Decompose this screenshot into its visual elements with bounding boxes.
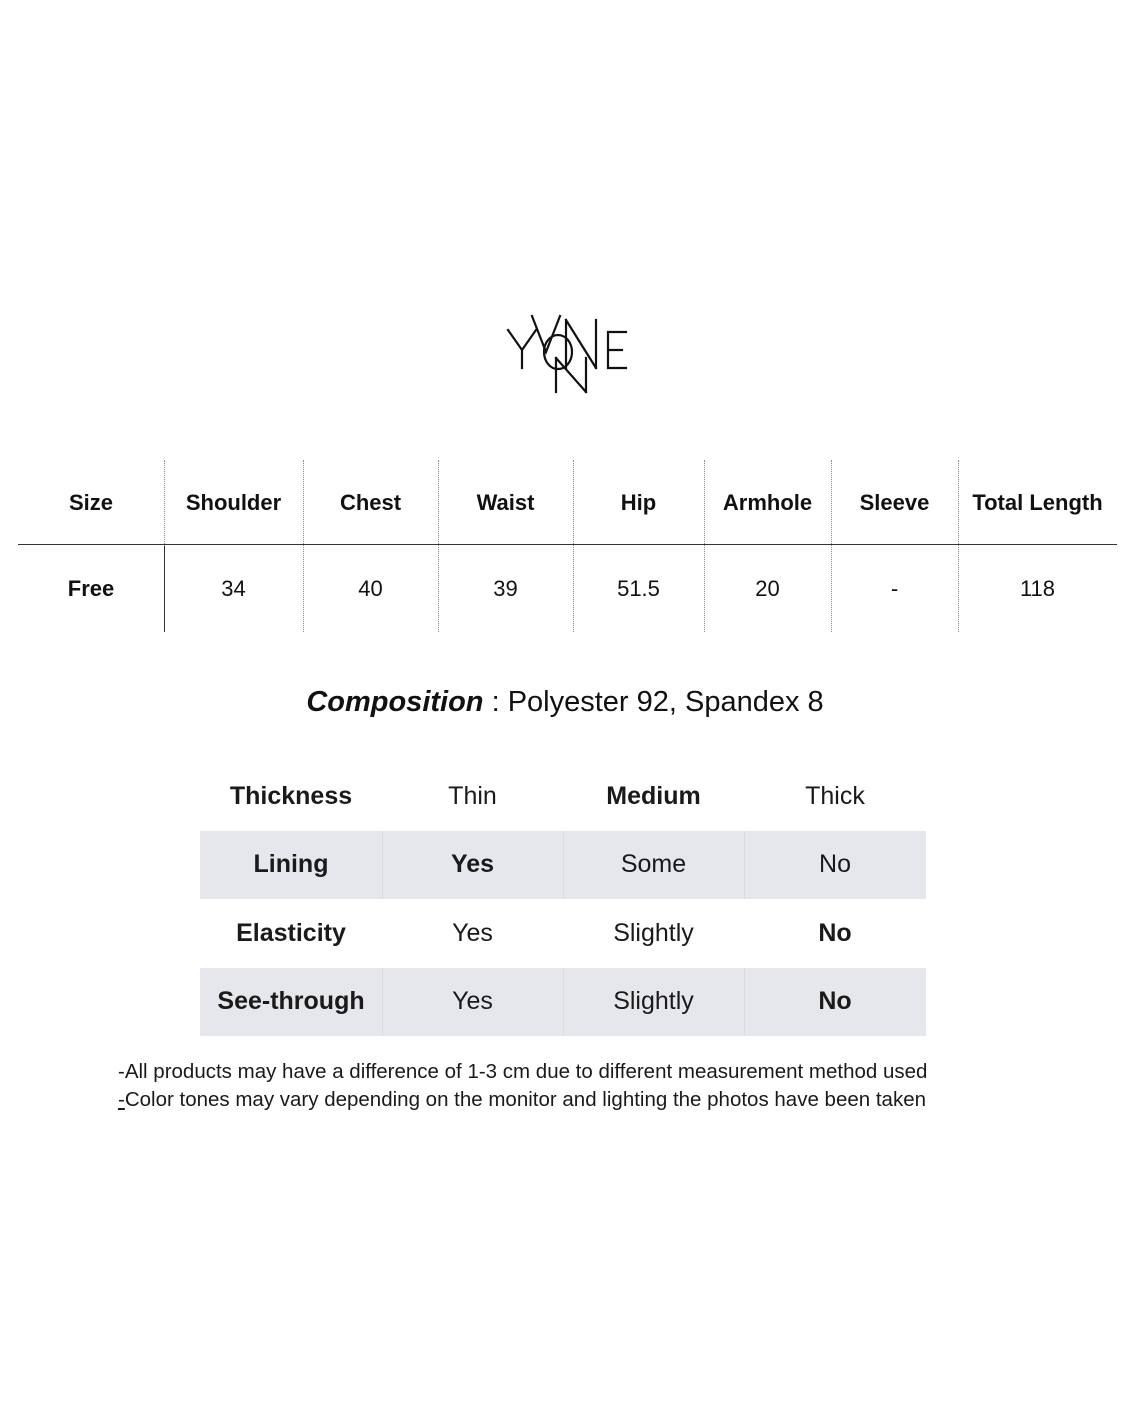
fabric-option: Yes: [452, 987, 493, 1016]
composition-value: Polyester 92, Spandex 8: [507, 686, 824, 718]
cell-total-length: 118: [1019, 576, 1056, 601]
cell-armhole: 20: [755, 576, 780, 601]
size-table: [18, 460, 1117, 632]
fabric-row-elasticity: [200, 899, 926, 968]
cell-sleeve: -: [890, 576, 899, 601]
fabric-cell-divider: [744, 968, 745, 1037]
header-waist: Waist: [476, 490, 535, 515]
fabric-option: Thin: [448, 781, 497, 810]
cell-size: Free: [67, 576, 115, 601]
fabric-option: Slightly: [613, 987, 694, 1016]
header-sleeve: Sleeve: [859, 490, 930, 515]
column-divider: [831, 460, 832, 632]
fabric-cell-divider: [563, 968, 564, 1037]
fabric-row-thickness: [200, 762, 926, 831]
column-divider: [164, 460, 165, 546]
fabric-properties-table: [200, 762, 926, 1036]
fabric-cell-divider: [744, 831, 745, 900]
column-divider: [958, 460, 959, 632]
cell-chest: 40: [358, 576, 383, 601]
cell-waist: 39: [493, 576, 518, 601]
column-divider: [438, 460, 439, 632]
header-armhole: Armhole: [722, 490, 813, 515]
fabric-row-label: Elasticity: [236, 918, 346, 947]
header-hip: Hip: [620, 490, 657, 515]
brand-logo: [500, 308, 634, 398]
column-divider: [573, 460, 574, 632]
fabric-option: Thick: [805, 781, 865, 810]
fabric-row-label: See-through: [217, 987, 365, 1016]
fabric-option: No: [819, 850, 851, 879]
fabric-row-label: Thickness: [229, 781, 353, 810]
fabric-option-selected: No: [818, 987, 852, 1016]
fabric-option: Slightly: [613, 918, 694, 947]
composition-line: [0, 686, 1130, 719]
cell-shoulder: 34: [221, 576, 246, 601]
column-divider: [164, 546, 165, 632]
fabric-row-lining: [200, 831, 926, 900]
fabric-option: Some: [620, 850, 687, 879]
header-shoulder: Shoulder: [185, 490, 282, 515]
fabric-option-selected: No: [818, 918, 852, 947]
fabric-cell-divider: [563, 831, 564, 900]
note-color-text: Color tones may vary depending on the monitor and lighting the photos have been taken: [124, 1088, 926, 1111]
fabric-row-see-through: [200, 968, 926, 1037]
header-divider: [18, 544, 1117, 545]
note-color: -Color tones may vary depending on the monitor and lighting the photos have been taken: [118, 1088, 926, 1111]
table-row: [18, 546, 1117, 632]
note-measurement: -All products may have a difference of 1-3 cm due to different measurement method used: [118, 1060, 928, 1083]
header-total-length: Total Length: [972, 490, 1103, 515]
column-divider: [704, 460, 705, 632]
fabric-option-selected: Yes: [450, 850, 495, 879]
fabric-option: Yes: [452, 918, 493, 947]
composition-separator: :: [483, 686, 508, 718]
size-table-header: [18, 460, 1117, 546]
notes: [118, 1058, 1048, 1114]
composition-label: Composition: [306, 686, 484, 718]
fabric-cell-divider: [382, 831, 383, 900]
cell-hip: 51.5: [617, 576, 660, 601]
header-chest: Chest: [339, 490, 402, 515]
fabric-cell-divider: [382, 968, 383, 1037]
header-size: Size: [68, 490, 114, 515]
column-divider: [303, 460, 304, 632]
fabric-row-label: Lining: [253, 850, 329, 879]
fabric-option-selected: Medium: [606, 781, 701, 810]
